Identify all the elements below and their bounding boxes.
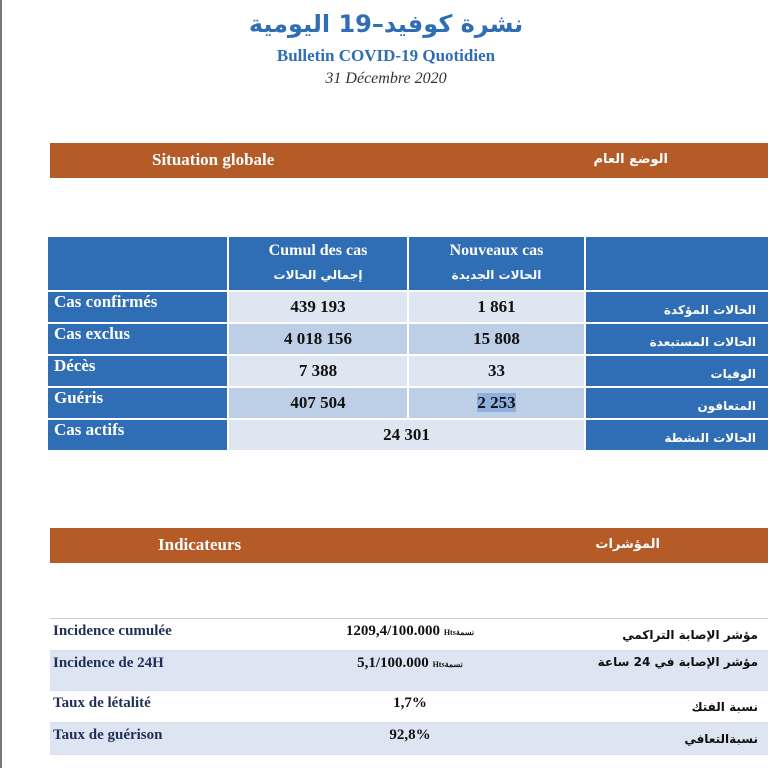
indicator-row [50, 619, 768, 651]
unit: Hts [432, 660, 445, 669]
indicator-label-ar: نسبة الفتك [540, 691, 768, 723]
row-label-fr: Cas exclus [47, 323, 228, 355]
indicator-row [50, 723, 768, 755]
row-label-ar: المتعافون [585, 387, 768, 419]
row-label-fr: Guéris [47, 387, 228, 419]
cumul-value: 439 193 [228, 291, 408, 323]
bulletin-date: 31 Décembre 2020 [325, 70, 447, 87]
new-value-cell [408, 387, 585, 419]
section-title-fr: Indicateurs [158, 535, 242, 554]
row-label-fr: Décès [47, 355, 228, 387]
header-new-fr: Nouveaux cas [449, 242, 544, 259]
section-header-situation [50, 143, 768, 178]
new-value: 33 [408, 355, 585, 387]
indicator-label-fr: Incidence de 24H [50, 651, 280, 691]
new-value: 2 253 [477, 393, 516, 412]
indicator-value: 92,8% [280, 723, 540, 755]
unit: Hts [443, 628, 456, 637]
indicator-label-ar: مؤشر الإصابة في 24 ساعة [540, 651, 768, 691]
title-arabic: نشرة كوفيد–19 اليومية [248, 10, 524, 38]
indicator-row [50, 691, 768, 723]
section-title-fr: Situation globale [152, 150, 275, 169]
row-label-fr: Cas actifs [47, 419, 228, 451]
indicator-value [280, 651, 540, 691]
header-empty [47, 236, 228, 291]
section-title-ar: المؤشرات [595, 537, 660, 552]
indicator-value: 1,7% [280, 691, 540, 723]
new-value: 1 861 [408, 291, 585, 323]
row-label-fr: Cas confirmés [47, 291, 228, 323]
cumul-value: 4 018 156 [228, 323, 408, 355]
indicator-label-ar: نسبةالتعافي [540, 723, 768, 755]
value-text: 1209,4/100.000 [345, 623, 441, 639]
header-cumul-fr: Cumul des cas [268, 242, 368, 259]
header-new-ar: الحالات الجديدة [451, 268, 542, 282]
header-cumul-ar: إجمالي الحالات [273, 268, 363, 282]
unit-ar: نسمة [455, 628, 475, 637]
indicator-label-fr: Taux de létalité [50, 691, 280, 723]
unit-ar: نسمة [444, 660, 463, 669]
header-new [408, 236, 585, 291]
situation-table [46, 235, 768, 452]
indicator-value [280, 619, 540, 651]
indicator-row [50, 651, 768, 691]
indicators-table [50, 618, 768, 755]
indicator-label-fr: Taux de guérison [50, 723, 280, 755]
header-cumul [228, 236, 408, 291]
table-row [47, 387, 768, 419]
table-row [47, 355, 768, 387]
table-header-row [47, 236, 768, 291]
row-label-ar: الوفيات [585, 355, 768, 387]
indicator-label-ar: مؤشر الإصابة التراكمي [540, 619, 768, 651]
table-row [47, 291, 768, 323]
section-title-ar: الوضع العام [593, 152, 668, 167]
indicator-label-fr: Incidence cumulée [50, 619, 280, 651]
cumul-value: 407 504 [228, 387, 408, 419]
row-label-ar: الحالات المستبعدة [585, 323, 768, 355]
title-french: Bulletin COVID-19 Quotidien [276, 46, 496, 65]
value-text: 5,1/100.000 [357, 655, 429, 671]
row-label-ar: الحالات النشطة [585, 419, 768, 451]
table-row-active [47, 419, 768, 451]
cumul-value: 7 388 [228, 355, 408, 387]
row-label-ar: الحالات المؤكدة [585, 291, 768, 323]
table-row [47, 323, 768, 355]
section-header-indicators [50, 528, 768, 563]
header-empty [585, 236, 768, 291]
active-value: 24 301 [228, 419, 585, 451]
new-value: 15 808 [408, 323, 585, 355]
